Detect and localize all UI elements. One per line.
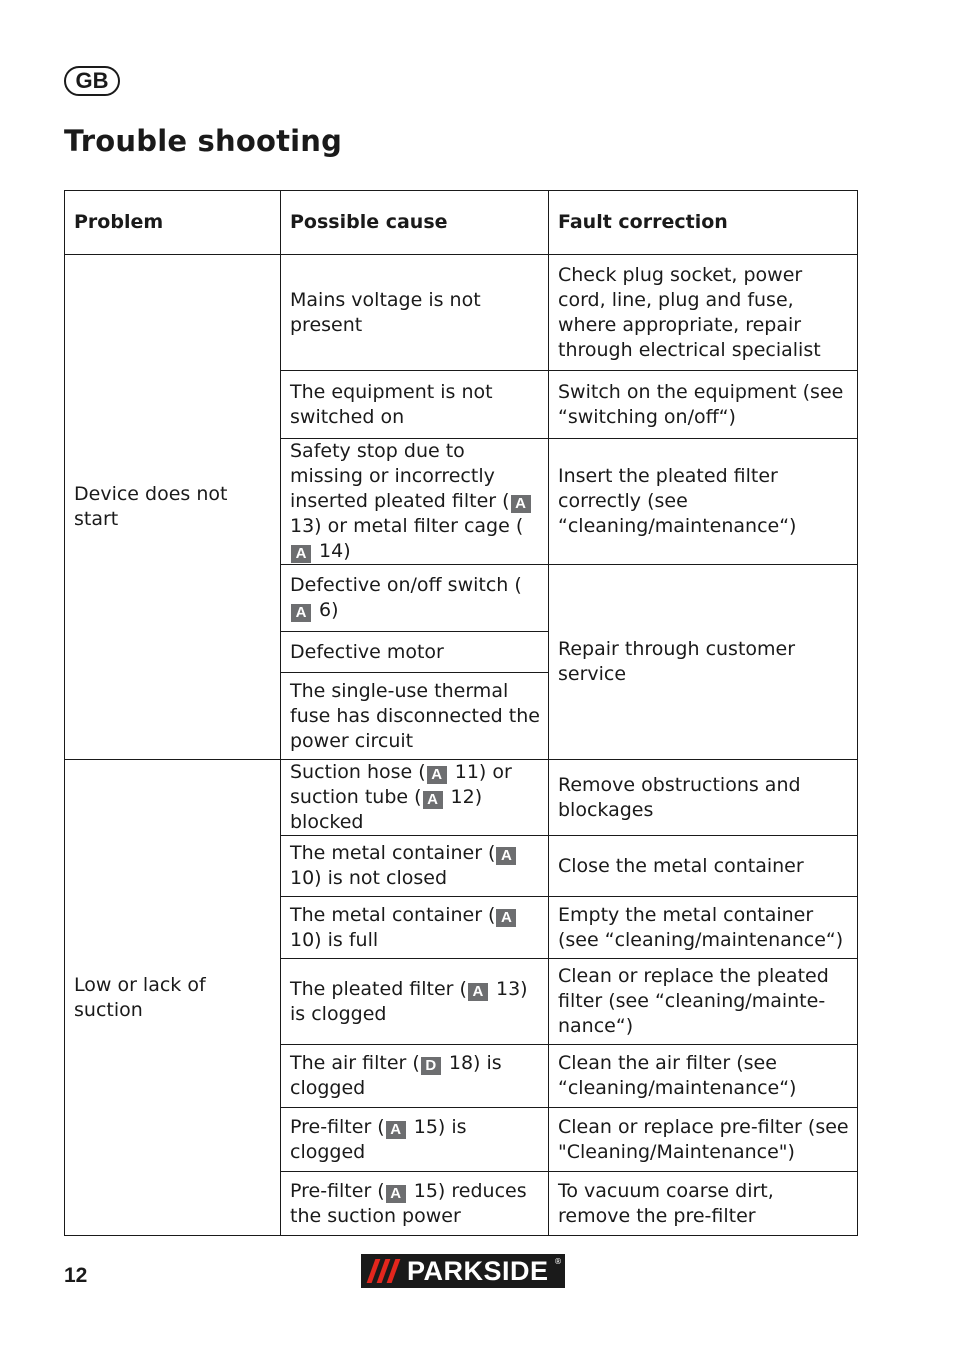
cause-cell: Pre-filter ( A 15) is clogged [281,1108,549,1172]
correction-cell: To vacuum coarse dirt, remove the pre-filter [549,1172,858,1236]
ref-a-icon: A [291,545,311,563]
cause-cell: Defective on/off switch (A 6) [281,565,549,632]
correction-cell: Insert the pleated filter correctly (see “cleaning/maintenance“) [549,439,858,565]
correction-cell: Repair through customer service [549,565,858,760]
logo-stripes-icon [367,1259,401,1283]
correction-cell: Close the metal container [549,836,858,897]
table-header-row [65,191,858,255]
cause-cell: The pleated filter ( A 13) is clogged [281,959,549,1045]
parkside-logo [361,1254,565,1288]
problem-device-does-not-start: Device does not start [65,255,281,760]
brand-name: PARKSIDE [407,1255,549,1286]
correction-cell: Remove obstructions and blockages [549,760,858,836]
cause-cell: Defective motor [281,632,549,673]
header-possible-cause: Possible cause [281,191,549,255]
registered-mark: ® [554,1257,562,1266]
header-fault-correction: Fault correction [549,191,858,255]
cause-cell: The metal container ( A 10) is not closed [281,836,549,897]
ref-a-icon: A [423,791,443,809]
cause-cell: The air filter ( D 18) is clogged [281,1045,549,1108]
ref-a-icon: A [511,495,531,513]
cause-cell: Safety stop due to missing or incorrectly inserted pleated filter ( A 13) or metal filter cage (A 14) [281,439,549,565]
ref-a-icon: A [496,847,516,865]
ref-a-icon: A [468,983,488,1001]
cause-cell: Suction hose ( A 11) or suction tube ( A 12) blocked [281,760,549,836]
language-badge: GB [64,66,120,96]
correction-cell: Clean or replace the pleated filter (see “cleaning/maintenance“) [549,959,858,1045]
correction-cell: Clean the air filter (see “cleaning/maintenance“) [549,1045,858,1108]
page-title: Trouble shooting [64,124,343,158]
correction-cell: Clean or replace pre-filter (see "Cleaning/Maintenance") [549,1108,858,1172]
cause-cell: Pre-filter ( A 15) reduces the suction power [281,1172,549,1236]
ref-a-icon: A [386,1121,406,1139]
table-row [65,760,858,836]
ref-a-icon: A [291,604,311,622]
trouble-shooting-table [64,190,858,1236]
ref-a-icon: A [386,1185,406,1203]
header-problem: Problem [65,191,281,255]
cause-cell: The single-use thermal fuse has disconnected the power circuit [281,673,549,760]
ref-d-icon: D [421,1057,441,1075]
problem-low-or-lack-of-suction: Low or lack of suction [65,760,281,1236]
table-row [65,255,858,371]
ref-a-icon: A [427,766,447,784]
correction-cell: Switch on the equipment (see “switching on/off“) [549,371,858,439]
cause-cell: The equipment is not switched on [281,371,549,439]
cause-cell: Mains voltage is not present [281,255,549,371]
correction-cell: Check plug socket, power cord, line, plug and fuse, where appropriate, repair through electrical specialist [549,255,858,371]
cause-cell: The metal container ( A 10) is full [281,897,549,959]
correction-cell: Empty the metal container (see “cleaning/maintenance“) [549,897,858,959]
ref-a-icon: A [496,909,516,927]
page-number: 12 [64,1264,88,1287]
